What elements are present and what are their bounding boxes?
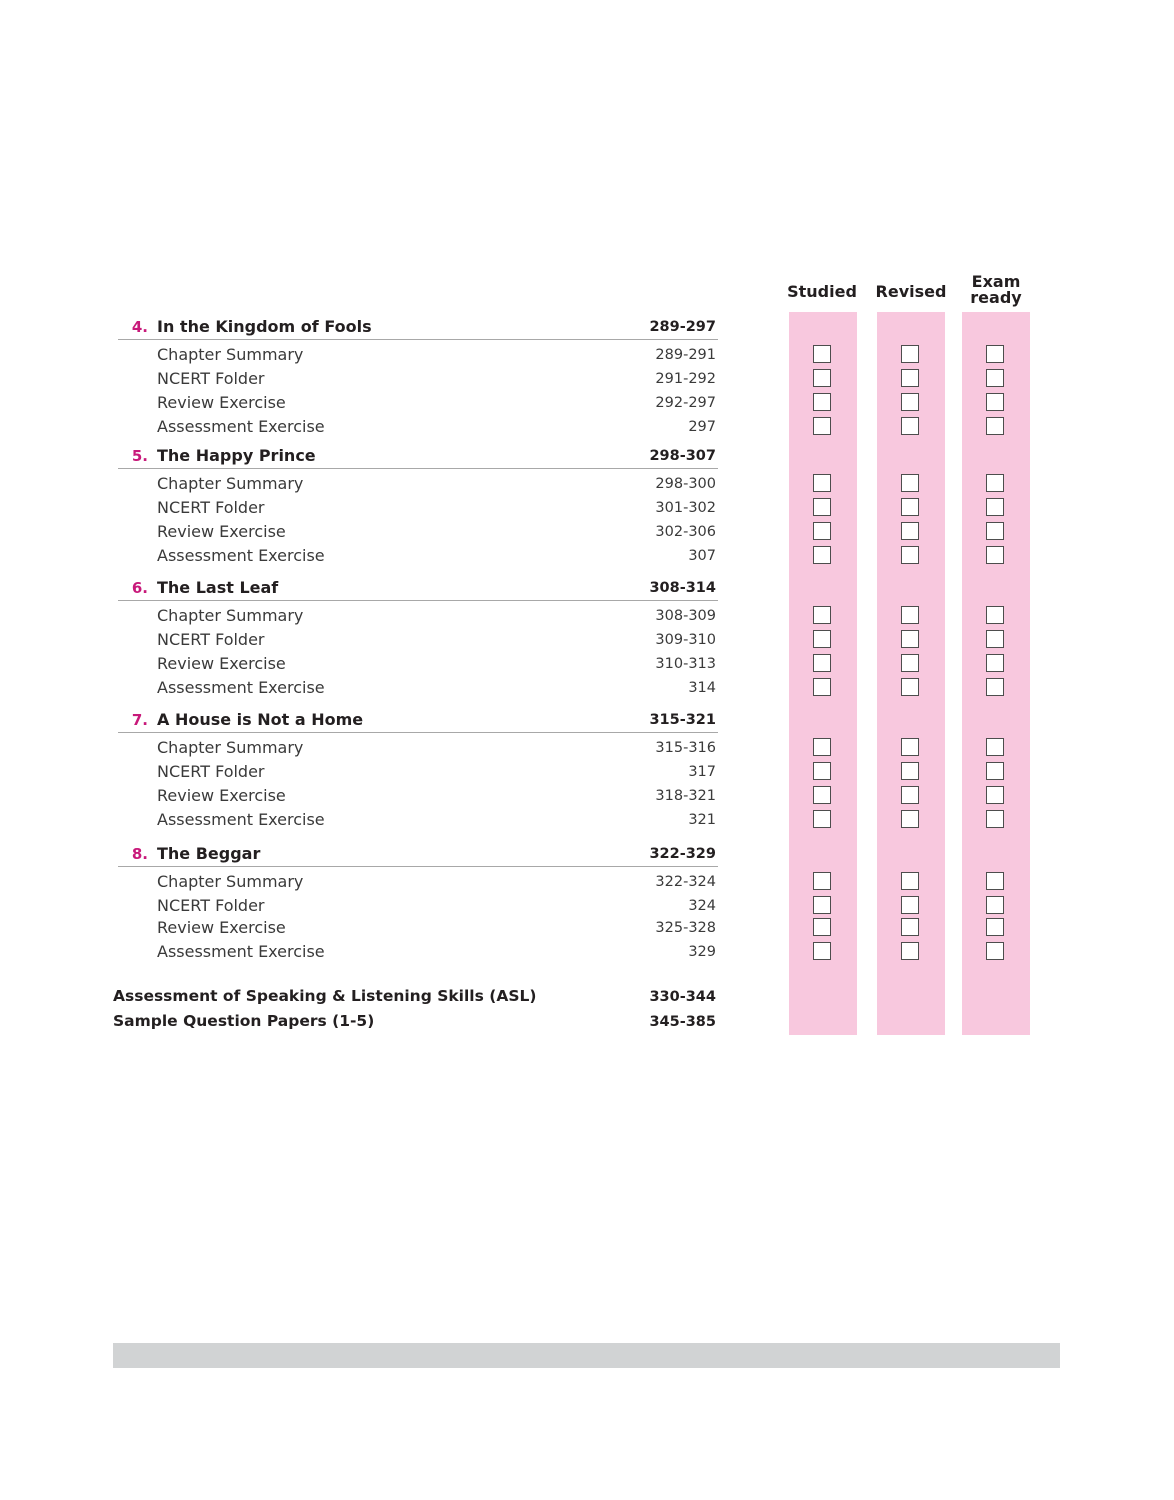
section-pages: 317	[688, 764, 716, 780]
studied-checkbox[interactable]	[813, 369, 831, 387]
exam-ready-checkbox[interactable]	[986, 522, 1004, 540]
exam-ready-header-line2: ready	[970, 288, 1022, 307]
revised-checkbox[interactable]	[901, 345, 919, 363]
extra-section-pages: 330-344	[649, 989, 716, 1005]
chapter-pages: 308-314	[649, 580, 716, 596]
section-label[interactable]: NCERT Folder	[157, 498, 265, 517]
section-pages: 291-292	[655, 371, 716, 387]
section-pages: 329	[688, 944, 716, 960]
revised-checkbox[interactable]	[901, 369, 919, 387]
revised-checkbox[interactable]	[901, 678, 919, 696]
section-label[interactable]: Assessment Exercise	[157, 417, 325, 436]
extra-section-pages: 345-385	[649, 1014, 716, 1030]
section-label[interactable]: Chapter Summary	[157, 606, 304, 625]
revised-checkbox[interactable]	[901, 606, 919, 624]
chapter-divider	[118, 339, 718, 340]
studied-checkbox[interactable]	[813, 678, 831, 696]
studied-column-header: Studied	[787, 282, 857, 301]
section-pages: 298-300	[655, 476, 716, 492]
studied-checkbox[interactable]	[813, 738, 831, 756]
exam-ready-checkbox[interactable]	[986, 678, 1004, 696]
section-pages: 292-297	[655, 395, 716, 411]
chapter-title[interactable]: A House is Not a Home	[157, 710, 364, 729]
section-label[interactable]: Review Exercise	[157, 522, 286, 541]
revised-checkbox[interactable]	[901, 738, 919, 756]
section-label[interactable]: Review Exercise	[157, 393, 286, 412]
section-pages: 314	[688, 680, 716, 696]
revised-checkbox[interactable]	[901, 762, 919, 780]
section-pages: 302-306	[655, 524, 716, 540]
section-pages: 307	[688, 548, 716, 564]
section-pages: 325-328	[655, 920, 716, 936]
chapter-title[interactable]: In the Kingdom of Fools	[157, 317, 372, 336]
revised-checkbox[interactable]	[901, 393, 919, 411]
section-pages: 318-321	[655, 788, 716, 804]
studied-checkbox[interactable]	[813, 872, 831, 890]
chapter-number: 8.	[131, 845, 148, 863]
studied-checkbox[interactable]	[813, 345, 831, 363]
exam-ready-checkbox[interactable]	[986, 393, 1004, 411]
section-label[interactable]: Chapter Summary	[157, 872, 304, 891]
revised-checkbox[interactable]	[901, 786, 919, 804]
section-label[interactable]: NCERT Folder	[157, 630, 265, 649]
revised-checkbox[interactable]	[901, 918, 919, 936]
studied-checkbox[interactable]	[813, 810, 831, 828]
studied-checkbox[interactable]	[813, 546, 831, 564]
exam-ready-checkbox[interactable]	[986, 345, 1004, 363]
chapter-pages: 315-321	[649, 712, 716, 728]
studied-checkbox[interactable]	[813, 896, 831, 914]
section-pages: 322-324	[655, 874, 716, 890]
section-label[interactable]: Assessment Exercise	[157, 546, 325, 565]
studied-checkbox[interactable]	[813, 630, 831, 648]
section-label[interactable]: NCERT Folder	[157, 369, 265, 388]
revised-checkbox[interactable]	[901, 942, 919, 960]
chapter-number: 6.	[131, 579, 148, 597]
chapter-divider	[118, 600, 718, 601]
studied-checkbox[interactable]	[813, 417, 831, 435]
studied-checkbox[interactable]	[813, 393, 831, 411]
exam-ready-header-line1: Exam	[971, 272, 1021, 291]
extra-section-title[interactable]: Sample Question Papers (1-5)	[113, 1012, 375, 1030]
chapter-title[interactable]: The Last Leaf	[157, 578, 279, 597]
studied-checkbox[interactable]	[813, 786, 831, 804]
section-label[interactable]: Assessment Exercise	[157, 678, 325, 697]
revised-checkbox[interactable]	[901, 417, 919, 435]
chapter-number: 5.	[131, 447, 148, 465]
chapter-number: 7.	[131, 711, 148, 729]
footer-bar	[113, 1343, 1060, 1368]
chapter-divider	[118, 468, 718, 469]
chapter-pages: 298-307	[649, 448, 716, 464]
exam-ready-checkbox[interactable]	[986, 872, 1004, 890]
revised-checkbox[interactable]	[901, 630, 919, 648]
revised-checkbox[interactable]	[901, 546, 919, 564]
exam-ready-checkbox[interactable]	[986, 474, 1004, 492]
studied-checkbox[interactable]	[813, 654, 831, 672]
exam-ready-checkbox[interactable]	[986, 630, 1004, 648]
chapter-title[interactable]: The Beggar	[157, 844, 261, 863]
exam-ready-checkbox[interactable]	[986, 498, 1004, 516]
section-label[interactable]: Assessment Exercise	[157, 942, 325, 961]
section-pages: 310-313	[655, 656, 716, 672]
section-pages: 309-310	[655, 632, 716, 648]
exam-ready-checkbox[interactable]	[986, 417, 1004, 435]
section-label[interactable]: Review Exercise	[157, 918, 286, 937]
exam-ready-checkbox[interactable]	[986, 606, 1004, 624]
exam-ready-checkbox[interactable]	[986, 738, 1004, 756]
studied-checkbox[interactable]	[813, 498, 831, 516]
exam-ready-column-header	[958, 274, 1034, 306]
chapter-pages: 322-329	[649, 846, 716, 862]
revised-checkbox[interactable]	[901, 474, 919, 492]
exam-ready-checkbox[interactable]	[986, 896, 1004, 914]
revised-checkbox[interactable]	[901, 896, 919, 914]
section-pages: 324	[688, 898, 716, 914]
studied-checkbox[interactable]	[813, 522, 831, 540]
section-label[interactable]: Chapter Summary	[157, 474, 304, 493]
section-label[interactable]: Review Exercise	[157, 654, 286, 673]
revised-checkbox[interactable]	[901, 872, 919, 890]
exam-ready-checkbox[interactable]	[986, 786, 1004, 804]
chapter-divider	[118, 866, 718, 867]
studied-checkbox[interactable]	[813, 474, 831, 492]
section-pages: 321	[688, 812, 716, 828]
exam-ready-checkbox[interactable]	[986, 810, 1004, 828]
extra-section-title[interactable]: Assessment of Speaking & Listening Skills (ASL)	[113, 987, 537, 1005]
exam-ready-checkbox[interactable]	[986, 918, 1004, 936]
chapter-pages: 289-297	[649, 319, 716, 335]
exam-ready-checkbox[interactable]	[986, 762, 1004, 780]
studied-checkbox[interactable]	[813, 942, 831, 960]
studied-checkbox[interactable]	[813, 762, 831, 780]
revised-checkbox[interactable]	[901, 654, 919, 672]
section-pages: 315-316	[655, 740, 716, 756]
section-label[interactable]: NCERT Folder	[157, 896, 265, 915]
section-pages: 301-302	[655, 500, 716, 516]
chapter-title[interactable]: The Happy Prince	[157, 446, 316, 465]
section-label[interactable]: Review Exercise	[157, 786, 286, 805]
section-pages: 289-291	[655, 347, 716, 363]
section-label[interactable]: Assessment Exercise	[157, 810, 325, 829]
revised-checkbox[interactable]	[901, 522, 919, 540]
exam-ready-checkbox[interactable]	[986, 654, 1004, 672]
revised-checkbox[interactable]	[901, 810, 919, 828]
studied-checkbox[interactable]	[813, 606, 831, 624]
revised-checkbox[interactable]	[901, 498, 919, 516]
chapter-number: 4.	[131, 318, 148, 336]
revised-column-header: Revised	[875, 282, 947, 301]
exam-ready-checkbox[interactable]	[986, 369, 1004, 387]
section-pages: 308-309	[655, 608, 716, 624]
studied-checkbox[interactable]	[813, 918, 831, 936]
exam-ready-checkbox[interactable]	[986, 546, 1004, 564]
section-label[interactable]: Chapter Summary	[157, 738, 304, 757]
section-pages: 297	[688, 419, 716, 435]
section-label[interactable]: NCERT Folder	[157, 762, 265, 781]
chapter-divider	[118, 732, 718, 733]
exam-ready-checkbox[interactable]	[986, 942, 1004, 960]
section-label[interactable]: Chapter Summary	[157, 345, 304, 364]
